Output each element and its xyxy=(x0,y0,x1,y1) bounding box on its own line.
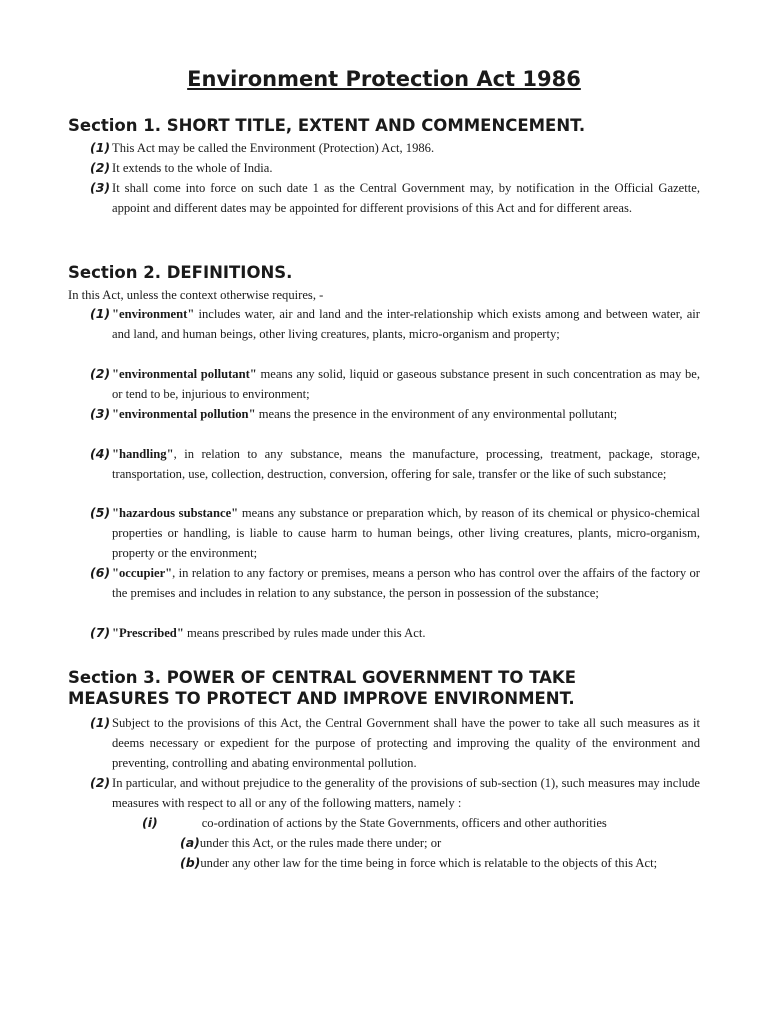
definition-text: includes water, air and land and the inter-relationship which exists among and between water, air and land, and human beings, other living creatures, plants, micro-organism and property; xyxy=(112,307,700,341)
definition-environmental-pollutant xyxy=(90,364,700,404)
item-number: (3) xyxy=(90,180,111,195)
item-text: It shall come into force on such date 1 as the Central Government may, by notification in the Official Gazette, appoint and different dates may be appointed for different provisions of this Act and for different areas. xyxy=(112,181,700,215)
item-text: Subject to the provisions of this Act, the Central Government shall have the power to take all such measures as it deems necessary or expedient for the purpose of protecting and improving the quality of the environment and preventing, controlling and abating environmental pollution. xyxy=(112,716,700,770)
definition-text: , in relation to any substance, means the manufacture, processing, treatment, package, storage, transportation, use, collection, destruction, conversion, offering for sale, transfer or the like of such substance; xyxy=(112,447,700,481)
sub-clause-text: co-ordination of actions by the State Governments, officers and other authorities xyxy=(201,816,607,830)
item-number: (2) xyxy=(90,775,111,790)
section-1-heading: Section 1. SHORT TITLE, EXTENT AND COMMENCEMENT. xyxy=(68,116,586,135)
item-text: It extends to the whole of India. xyxy=(112,161,273,175)
definition-text: means any solid, liquid or gaseous substance present in such concentration as may be, or tend to be, injurious to environment; xyxy=(112,367,700,401)
definition-occupier xyxy=(90,563,700,603)
definition-hazardous-substance xyxy=(90,503,700,563)
defined-term: "occupier" xyxy=(112,566,173,580)
sub-clause-b xyxy=(180,853,702,873)
section-1-item-1 xyxy=(90,138,700,158)
item-number: (6) xyxy=(90,565,111,580)
sub-clause-text: under this Act, or the rules made there under; or xyxy=(199,836,442,850)
defined-term: "environmental pollution" xyxy=(112,407,256,421)
definition-text: , in relation to any factory or premises, means a person who has control over the affairs of the factory or the premises and includes in relation to any substance, the person in possession of the substance; xyxy=(112,566,700,600)
item-number: (1) xyxy=(90,715,111,730)
item-number: (1) xyxy=(90,306,111,321)
sub-clause-a xyxy=(180,833,702,853)
item-number: (3) xyxy=(90,406,111,421)
section-3-item-2 xyxy=(90,773,700,813)
section-1-item-3 xyxy=(90,178,700,218)
sub-clause-number: (b) xyxy=(180,855,201,870)
definition-text: means the presence in the environment of any environmental pollutant; xyxy=(255,407,618,421)
item-number: (1) xyxy=(90,140,111,155)
section-3-heading-line-1: Section 3. POWER OF CENTRAL GOVERNMENT TO TAKE xyxy=(68,668,576,687)
sub-clause-text: under any other law for the time being in force which is relatable to the objects of this Act; xyxy=(200,856,658,870)
sub-clause-i xyxy=(142,813,702,833)
definition-environment xyxy=(90,304,700,344)
sub-clause-number: (a) xyxy=(180,835,200,850)
section-2-heading: Section 2. DEFINITIONS. xyxy=(68,263,293,282)
definition-handling xyxy=(90,444,700,484)
section-3-heading-line-2: MEASURES TO PROTECT AND IMPROVE ENVIRONMENT. xyxy=(68,689,575,708)
definition-environmental-pollution xyxy=(90,404,700,424)
item-text: This Act may be called the Environment (Protection) Act, 1986. xyxy=(112,141,435,155)
section-3-item-1 xyxy=(90,713,700,773)
defined-term: "handling" xyxy=(112,447,174,461)
definition-prescribed xyxy=(90,623,700,643)
item-text: In particular, and without prejudice to the generality of the provisions of sub-section (1), such measures may include measures with respect to all or any of the following matters, namely : xyxy=(112,776,700,810)
item-number: (2) xyxy=(90,160,111,175)
definition-text: means any substance or preparation which, by reason of its chemical or physico-chemical properties or handling, is liable to cause harm to human beings, other living creatures, plants, micro-organism, property or the environment; xyxy=(112,506,700,560)
section-1-item-2 xyxy=(90,158,700,178)
sub-clause-number: (i) xyxy=(142,815,158,830)
item-number: (2) xyxy=(90,366,111,381)
item-number: (5) xyxy=(90,505,111,520)
item-number: (7) xyxy=(90,625,111,640)
defined-term: "environmental pollutant" xyxy=(112,367,257,381)
section-2-intro: In this Act, unless the context otherwise requires, - xyxy=(68,288,324,302)
defined-term: "hazardous substance" xyxy=(112,506,239,520)
document-title: Environment Protection Act 1986 xyxy=(187,67,581,91)
definition-text: means prescribed by rules made under this Act. xyxy=(183,626,426,640)
item-number: (4) xyxy=(90,446,111,461)
defined-term: "environment" xyxy=(112,307,195,321)
defined-term: "Prescribed" xyxy=(112,626,184,640)
section-3-heading xyxy=(68,667,728,709)
